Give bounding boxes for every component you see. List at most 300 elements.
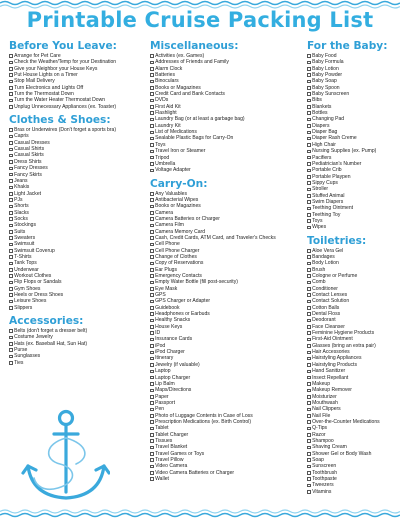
checkbox[interactable] [150,458,154,462]
checklist-item-label: Cell Phone [155,241,180,248]
checkbox[interactable] [150,363,154,367]
checkbox[interactable] [307,306,311,310]
checkbox[interactable] [307,300,311,304]
checkbox[interactable] [9,281,13,285]
checkbox[interactable] [150,312,154,316]
checkbox[interactable] [307,344,311,348]
checkbox[interactable] [9,61,13,65]
checkbox[interactable] [307,484,311,488]
checkbox[interactable] [150,452,154,456]
checklist-item-label: Slacks [14,209,29,216]
checkbox[interactable] [307,312,311,316]
checkbox[interactable] [150,262,154,266]
checkbox[interactable] [150,281,154,285]
checklist-item-label: Jewelry (if valuable) [155,361,200,368]
checklist-item-label: Cologne or Perfume [312,273,358,279]
checkbox[interactable] [307,363,311,367]
checklist-item-label: Binoculars [155,78,179,85]
checkbox[interactable] [307,439,311,443]
checklist-item-label: Laptop [155,368,171,375]
checkbox[interactable] [150,150,154,154]
checkbox[interactable] [307,262,311,266]
checkbox[interactable] [150,370,154,374]
checkbox[interactable] [9,80,13,84]
checkbox[interactable] [150,319,154,323]
checkbox[interactable] [150,92,154,96]
checklist-item-label: Activities (ex. Games) [155,53,205,59]
checklist-item-label: Portable Crib [312,167,342,174]
section-heading: Accessories: [9,315,84,328]
checklist-item-label: Hairstyling Products [312,361,357,368]
checkbox[interactable] [307,175,311,179]
checklist-item-label: Guidebook [155,304,180,311]
checklist-item-label: Swimsuit Coverup [14,247,55,254]
checklist [9,127,147,311]
checkbox[interactable] [150,395,154,399]
checkbox[interactable] [150,131,154,135]
checkbox[interactable] [150,162,154,166]
checkbox[interactable] [150,54,154,58]
checklist-item-label: Batteries [155,72,176,79]
checklist-item-label: Capris [14,133,29,140]
checklist [9,53,147,110]
checklist-item-label: Antibacterial Wipes [155,196,199,203]
checkbox[interactable] [9,255,13,259]
checkbox[interactable] [150,118,154,122]
checklist-item-label: Toothbrush [312,469,338,476]
checkbox[interactable] [307,54,311,58]
checkbox[interactable] [307,268,311,272]
checklist-item-label: Baby Soap [312,78,337,85]
checkbox[interactable] [307,471,311,475]
checkbox[interactable] [9,105,13,109]
checklist-item-label: Vitamins [312,488,332,495]
checklist-item-label: Cotton Balls [312,304,340,311]
checklist-item-label: Tank Tops [14,260,37,267]
checkbox[interactable] [307,477,311,481]
checkbox[interactable] [9,198,13,202]
checklist-item-label: Nursing Supplies (ex. Pump) [312,148,377,155]
checkbox[interactable] [150,61,154,65]
checkbox[interactable] [307,86,311,90]
checklist-item[interactable] [9,305,147,311]
checkbox[interactable] [307,490,311,494]
checkbox[interactable] [9,224,13,228]
checkbox[interactable] [150,357,154,361]
checklist-item-label: Toys [155,141,166,148]
checklist-item-label: High Chair [312,141,336,148]
checkbox[interactable] [150,80,154,84]
checkbox[interactable] [307,188,311,192]
checklist-item-label: Light Jacket [14,190,42,197]
checklist [150,191,303,483]
checkbox[interactable] [307,351,311,355]
checkbox[interactable] [9,230,13,234]
column-middle [150,40,303,482]
checkbox[interactable] [150,169,154,173]
checklist-item-label: Bras or Underwires (Don't forget a sports bra) [14,127,117,134]
checkbox[interactable] [9,73,13,77]
checklist-item-label: Suits [14,228,26,235]
checklist-item-label: Pediatrician's Number [312,160,362,167]
checkbox[interactable] [150,86,154,90]
checklist [307,248,399,495]
checkbox[interactable] [307,105,311,109]
checklist-item-label: Belts (don't forget a dresser belt) [14,328,88,335]
checklist-item-label: Camera Film [155,222,184,229]
checkbox[interactable] [150,255,154,259]
checklist-item-label: Books or Magazines [155,84,201,91]
checklist-item-label: T-Shirts [14,253,32,260]
checkbox[interactable] [9,348,13,352]
checklist-item-label: Pacifiers [312,154,332,161]
checkbox[interactable] [9,243,13,247]
checkbox[interactable] [307,319,311,323]
checkbox[interactable] [150,351,154,355]
checkbox[interactable] [9,148,13,152]
checklist-item-label: Give your Neighbor your House Keys [14,65,98,72]
checklist-item-label: First Aid Kit [155,103,181,110]
checkbox[interactable] [307,143,311,147]
checklist-item-label: Nail File [312,412,331,419]
checklist-item-label: Unplug Unnecessary Appliances (ex. Toaster) [14,103,117,110]
checklist-item-label: Sweaters [14,234,36,241]
checklist-item-label: Contact Lenses [312,292,348,299]
checkbox[interactable] [307,80,311,84]
section-for-the-baby [307,40,399,231]
checklist-item-label: Razor [312,431,326,438]
checklist-item-label: Feminine Hygiene Products [312,330,375,337]
checkbox[interactable] [307,99,311,103]
checklist-item-label: Casual Skirts [14,152,44,159]
checkbox[interactable] [150,243,154,247]
bottom-wave-border [0,509,400,518]
checklist-item-label: PJs [14,196,23,203]
checkbox[interactable] [307,401,311,405]
checklist-item-label: Any Valuables [155,190,187,197]
checkbox[interactable] [9,236,13,240]
checklist-item-label: Insect Repellant [312,374,349,381]
checklist-item-label: Blankets [312,103,332,110]
checkbox[interactable] [150,124,154,128]
checklist-item[interactable] [307,489,399,495]
checkbox[interactable] [9,293,13,297]
checkbox[interactable] [307,414,311,418]
checkbox[interactable] [9,211,13,215]
checklist-item-label: Laundry Bag (or at least a garbage bag) [155,116,245,123]
checkbox[interactable] [9,300,13,304]
checkbox[interactable] [307,61,311,65]
checkbox[interactable] [307,325,311,329]
checklist-item-label: Prescription Medications (ex. Birth Control) [155,418,252,425]
anchor-icon [14,408,110,510]
checkbox[interactable] [307,427,311,431]
checkbox[interactable] [150,137,154,141]
checkbox[interactable] [150,268,154,272]
checkbox[interactable] [307,458,311,462]
checkbox[interactable] [9,128,13,132]
checkbox[interactable] [9,99,13,103]
checkbox[interactable] [150,143,154,147]
checklist-item-label: Bibs [312,97,322,104]
checkbox[interactable] [150,420,154,424]
checkbox[interactable] [150,376,154,380]
checkbox[interactable] [9,268,13,272]
checkbox[interactable] [150,382,154,386]
checkbox[interactable] [307,395,311,399]
checklist-item-label: Turn the Thermostat Down [14,91,74,98]
checklist-item-label: Emergency Contacts [155,273,202,279]
checkbox[interactable] [9,336,13,340]
checklist-item-label: Travel Iron or Steamer [155,148,206,155]
checkbox[interactable] [307,433,311,437]
checkbox[interactable] [150,331,154,335]
checklist-item[interactable] [9,360,147,366]
checklist-item[interactable] [150,167,303,173]
checkbox[interactable] [9,186,13,190]
column-right [307,40,399,495]
checkbox[interactable] [150,73,154,77]
checklist-item-label: Changing Pad [312,116,345,123]
checklist-item-label: Passport [155,399,176,406]
checklist-item-label: Diapers [312,122,330,129]
checkbox[interactable] [150,433,154,437]
checkbox[interactable] [307,194,311,198]
checkbox[interactable] [9,179,13,183]
checkbox[interactable] [9,67,13,71]
checklist-item-label: Wipes [312,224,327,231]
section-clothes-shoes [9,114,147,311]
checklist-item-label: Underwear [14,266,39,273]
checkbox[interactable] [307,446,311,450]
checkbox[interactable] [307,219,311,223]
checkbox[interactable] [150,192,154,196]
checklist-item-label: GPS Charger or Adapter [155,298,211,305]
checkbox[interactable] [150,338,154,342]
checklist-item-label: Glasses (bring an extra pair) [312,342,376,349]
checkbox[interactable] [150,111,154,115]
checklist-item-label: Mouthwash [312,399,338,406]
checkbox[interactable] [150,465,154,469]
checkbox[interactable] [9,54,13,58]
checklist-item-label: Turn the Water Heater Thermostat Down [14,97,106,104]
checkbox[interactable] [150,446,154,450]
checkbox[interactable] [307,293,311,297]
checkbox[interactable] [150,306,154,310]
checkbox[interactable] [307,162,311,166]
checkbox[interactable] [9,217,13,221]
checkbox[interactable] [307,111,311,115]
checkbox[interactable] [307,207,311,211]
checkbox[interactable] [9,287,13,291]
checklist-item-label: Travel Pillow [155,456,184,463]
checkbox[interactable] [150,287,154,291]
checkbox[interactable] [307,370,311,374]
checklist-item-label: Video Camera [155,463,188,470]
checklist-item-label: Wallet [155,476,169,482]
section-heading: Clothes & Shoes: [9,114,111,127]
checkbox[interactable] [9,160,13,164]
checkbox[interactable] [150,198,154,202]
checkbox[interactable] [150,224,154,228]
checkbox[interactable] [307,124,311,128]
checkbox[interactable] [9,329,13,333]
checklist-item-label: Fancy Dresses [14,165,48,172]
checkbox[interactable] [307,357,311,361]
checkbox[interactable] [150,408,154,412]
checklist-item-label: Cell Phone Charger [155,247,200,254]
checklist-item-label: First-Aid Ointment [312,336,353,343]
checklist-item-label: Gym Shoes [14,285,41,292]
checkbox[interactable] [150,274,154,278]
checklist-item-label: Casual Dresses [14,139,50,146]
checklist-item-label: Moisturizer [312,393,337,400]
checkbox[interactable] [307,376,311,380]
checklist-item-label: Headphones or Earbuds [155,311,210,318]
checklist-item-label: Hats (ex. Baseball Hat, Sun Hat) [14,340,88,347]
checkbox[interactable] [150,439,154,443]
checkbox[interactable] [307,118,311,122]
checkbox[interactable] [307,249,311,253]
checkbox[interactable] [307,181,311,185]
checkbox[interactable] [9,173,13,177]
checklist-item[interactable] [150,476,303,482]
checklist-item-label: Shorts [14,203,29,210]
checkbox[interactable] [150,205,154,209]
checkbox[interactable] [307,226,311,230]
checklist-item-label: Portable Playpen [312,173,351,180]
checkbox[interactable] [9,342,13,346]
checklist-item-label: Stroller [312,186,329,193]
checkbox[interactable] [150,344,154,348]
checklist-item-label: Khakis [14,184,30,191]
checkbox[interactable] [9,274,13,278]
checkbox[interactable] [150,230,154,234]
checkbox[interactable] [307,156,311,160]
checklist-item-label: Purse [14,347,28,354]
checkbox[interactable] [150,293,154,297]
checkbox[interactable] [307,420,311,424]
checklist-item-label: Voltage Adapter [155,167,191,174]
checklist-item-label: Comb [312,279,326,286]
checkbox[interactable] [9,135,13,139]
checklist-item-label: Shaving Cream [312,444,347,451]
checklist-item-label: Flashlight [155,110,177,117]
checkbox[interactable] [150,300,154,304]
checkbox[interactable] [307,465,311,469]
checkbox[interactable] [150,414,154,418]
checklist-item-label: Baby Lotion [312,65,339,72]
checklist-item-label: Slippers [14,304,33,311]
checkbox[interactable] [150,99,154,103]
checkbox[interactable] [307,382,311,386]
checkbox[interactable] [9,205,13,209]
checkbox[interactable] [150,471,154,475]
checkbox[interactable] [307,287,311,291]
checkbox[interactable] [150,105,154,109]
checkbox[interactable] [307,169,311,173]
checkbox[interactable] [307,92,311,96]
checkbox[interactable] [9,92,13,96]
checklist-item-label: Workout Clothes [14,273,52,279]
checklist-item-label: Stockings [14,222,36,229]
section-heading: Miscellaneous: [150,40,239,52]
checkbox[interactable] [9,306,13,310]
checklist-item-label: Maps/Directions [155,387,192,394]
checklist-item[interactable] [307,224,399,230]
checkbox[interactable] [307,331,311,335]
checklist-item-label: Diaper Bag [312,129,338,136]
checklist-item-label: Photo of Luggage Contents in Case of Loss [155,412,253,419]
checkbox[interactable] [150,236,154,240]
checklist-item-label: DVDs [155,97,169,104]
checkbox[interactable] [150,249,154,253]
checklist-item-label: Nail Clippers [312,406,341,413]
checkbox[interactable] [307,338,311,342]
checklist-item-label: Laundry Kit [155,122,181,129]
checkbox[interactable] [150,156,154,160]
checklist-item-label: Makeup [312,380,331,387]
checkbox[interactable] [307,281,311,285]
checkbox[interactable] [9,192,13,196]
checklist-item-label: Paper [155,393,169,400]
checkbox[interactable] [150,211,154,215]
checkbox[interactable] [9,361,13,365]
checkbox[interactable] [9,249,13,253]
checkbox[interactable] [9,262,13,266]
checklist-item-label: Baby Spoon [312,84,340,91]
checkbox[interactable] [9,154,13,158]
checkbox[interactable] [9,141,13,145]
section-toiletries [307,235,399,495]
checkbox[interactable] [150,67,154,71]
checkbox[interactable] [307,274,311,278]
checkbox[interactable] [9,86,13,90]
checklist [307,53,399,231]
checkbox[interactable] [150,217,154,221]
checklist-item-label: Heels or Dress Shoes [14,292,64,299]
checkbox[interactable] [307,408,311,412]
checklist-item-label: Toothpaste [312,476,337,482]
checklist-item-label: Over-the-Counter Medications [312,418,380,425]
checkbox[interactable] [9,355,13,359]
checklist-item[interactable] [9,104,147,110]
checkbox[interactable] [307,150,311,154]
checkbox[interactable] [307,213,311,217]
checkbox[interactable] [9,167,13,171]
checklist-item-label: Ties [14,359,24,366]
checkbox[interactable] [307,73,311,77]
checklist-item-label: Aloe Vera Gel [312,247,344,254]
checkbox[interactable] [150,389,154,393]
checklist-item-label: Hair Accessories [312,349,350,356]
checkbox[interactable] [150,477,154,481]
checkbox[interactable] [150,401,154,405]
checkbox[interactable] [307,137,311,141]
checkbox[interactable] [150,427,154,431]
checklist-item-label: Ear Plugs [155,266,177,273]
section-miscellaneous [150,40,303,174]
checkbox[interactable] [307,389,311,393]
checklist [9,328,147,366]
checkbox[interactable] [307,452,311,456]
checkbox[interactable] [307,255,311,259]
checklist-item-label: Body Lotion [312,260,339,267]
checkbox[interactable] [307,131,311,135]
checkbox[interactable] [150,325,154,329]
checkbox[interactable] [307,67,311,71]
checkbox[interactable] [307,200,311,204]
